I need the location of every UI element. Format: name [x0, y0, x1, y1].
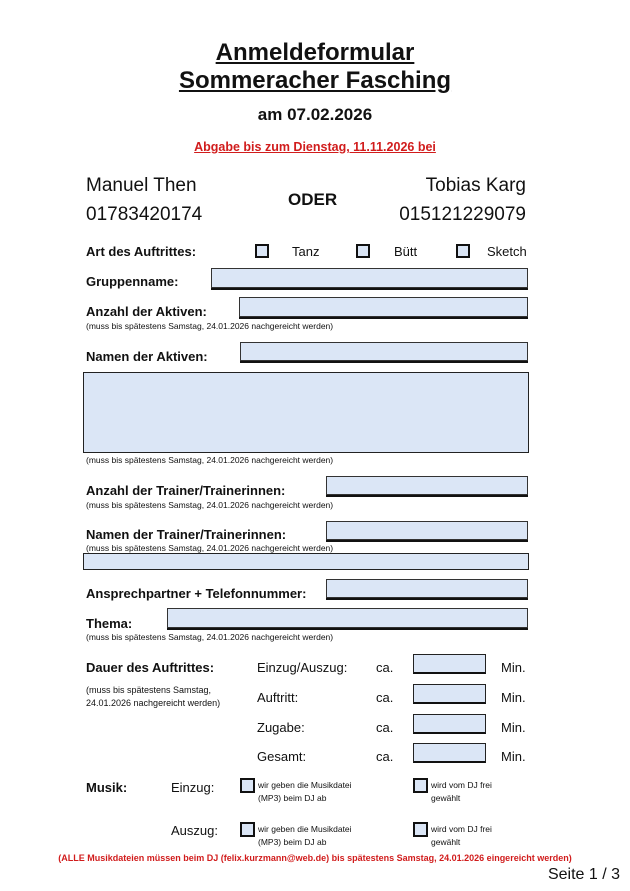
checkbox-buett[interactable] [356, 244, 370, 258]
dauer-row-gesamt-label: Gesamt: [257, 749, 307, 764]
auszug-dj-line1: wird vom DJ frei [431, 824, 492, 834]
musik-label: Musik: [86, 780, 128, 795]
dauer-row-auftritt-unit: Min. [501, 690, 526, 705]
thema-note: (muss bis spätestens Samstag, 24.01.2026 nachgereicht werden) [86, 632, 334, 642]
dauer-einzug-input[interactable] [413, 654, 486, 674]
art-label: Art des Auftrittes: [86, 244, 197, 259]
musik-auszug-label: Auszug: [171, 823, 218, 838]
thema-label: Thema: [86, 616, 133, 631]
gruppenname-input[interactable] [211, 268, 528, 288]
contact-left-phone: 01783420174 [86, 204, 203, 225]
thema-input[interactable] [167, 608, 528, 628]
anzahl-trainer-label: Anzahl der Trainer/Trainerinnen: [86, 483, 286, 498]
dauer-row-gesamt-ca: ca. [376, 749, 394, 764]
contact-left-name: Manuel Then [86, 175, 197, 196]
namen-trainer-input[interactable] [326, 521, 528, 540]
anzahl-trainer-underline [326, 495, 528, 497]
dauer-row-zugabe-ca: ca. [376, 720, 394, 735]
form-title: Anmeldeformular [215, 39, 415, 66]
event-date: am 07.02.2026 [257, 105, 373, 124]
option-tanz: Tanz [292, 244, 320, 259]
checkbox-sketch[interactable] [456, 244, 470, 258]
ansprechpartner-input[interactable] [326, 579, 528, 598]
checkbox-auszug-mp3[interactable] [240, 822, 255, 837]
dauer-auftritt-input[interactable] [413, 684, 486, 704]
auszug-mp3-line1: wir geben die Musikdatei [258, 824, 352, 834]
or-label: ODER [288, 190, 338, 209]
ansprechpartner-underline [326, 598, 528, 600]
anzahl-aktive-input[interactable] [239, 297, 528, 317]
musik-einzug-label: Einzug: [171, 780, 215, 795]
namen-trainer-label: Namen der Trainer/Trainerinnen: [86, 527, 287, 542]
anzahl-aktive-underline [239, 317, 528, 319]
dauer-row-gesamt-unit: Min. [501, 749, 526, 764]
einzug-mp3-line1: wir geben die Musikdatei [258, 780, 352, 790]
music-footer-note: (ALLE Musikdateien müssen beim DJ (felix.kurzmann@web.de) bis spätestens Samstag, 24.01.2026 eingereicht werden) [58, 853, 572, 863]
deadline-text: Abgabe bis zum Dienstag, 11.11.2026 bei [194, 140, 436, 154]
dauer-note-line1: (muss bis spätestens Samstag, [86, 685, 212, 695]
option-sketch: Sketch [487, 244, 527, 259]
checkbox-einzug-mp3[interactable] [240, 778, 255, 793]
dauer-row-einzug-label: Einzug/Auszug: [257, 660, 348, 675]
dauer-label: Dauer des Auftrittes: [86, 660, 215, 675]
namen-trainer-note: (muss bis spätestens Samstag, 24.01.2026 nachgereicht werden) [86, 543, 334, 553]
namen-aktive-textarea[interactable] [83, 372, 529, 453]
dauer-row-zugabe-label: Zugabe: [257, 720, 305, 735]
dauer-row-einzug-ca: ca. [376, 660, 394, 675]
event-title: Sommeracher Fasching [178, 67, 452, 94]
checkbox-tanz[interactable] [255, 244, 269, 258]
auszug-dj-line2: gewählt [431, 837, 461, 847]
checkbox-auszug-dj[interactable] [413, 822, 428, 837]
anzahl-aktive-note: (muss bis spätestens Samstag, 24.01.2026 nachgereicht werden) [86, 321, 334, 331]
dauer-zugabe-input[interactable] [413, 714, 486, 734]
gruppenname-underline [211, 288, 528, 290]
dauer-row-einzug-unit: Min. [501, 660, 526, 675]
dauer-row-auftritt-label: Auftritt: [257, 690, 299, 705]
namen-aktive-underline [240, 361, 528, 363]
anzahl-aktive-label: Anzahl der Aktiven: [86, 304, 207, 319]
dauer-note-line2: 24.01.2026 nachgereicht werden) [86, 698, 221, 708]
einzug-mp3-line2: (MP3) beim DJ ab [258, 793, 327, 803]
thema-underline [167, 628, 528, 630]
gruppenname-label: Gruppenname: [86, 274, 179, 289]
contact-right-name: Tobias Karg [425, 175, 526, 196]
anzahl-trainer-input[interactable] [326, 476, 528, 495]
option-buett: Bütt [394, 244, 418, 259]
page-number: Seite 1 / 3 [547, 866, 620, 883]
namen-aktive-label: Namen der Aktiven: [86, 349, 208, 364]
dauer-gesamt-input[interactable] [413, 743, 486, 763]
auszug-mp3-line2: (MP3) beim DJ ab [258, 837, 327, 847]
checkbox-einzug-dj[interactable] [413, 778, 428, 793]
dauer-row-zugabe-unit: Min. [501, 720, 526, 735]
dauer-row-auftritt-ca: ca. [376, 690, 394, 705]
namen-aktive-input[interactable] [240, 342, 528, 361]
contact-right-phone: 015121229079 [399, 204, 526, 225]
namen-trainer-textarea[interactable] [83, 553, 529, 570]
anzahl-trainer-note: (muss bis spätestens Samstag, 24.01.2026 nachgereicht werden) [86, 500, 334, 510]
einzug-dj-line1: wird vom DJ frei [431, 780, 492, 790]
namen-trainer-underline [326, 540, 528, 542]
ansprechpartner-label: Ansprechpartner + Telefonnummer: [86, 586, 307, 601]
einzug-dj-line2: gewählt [431, 793, 461, 803]
namen-aktive-note: (muss bis spätestens Samstag, 24.01.2026 nachgereicht werden) [86, 455, 334, 465]
